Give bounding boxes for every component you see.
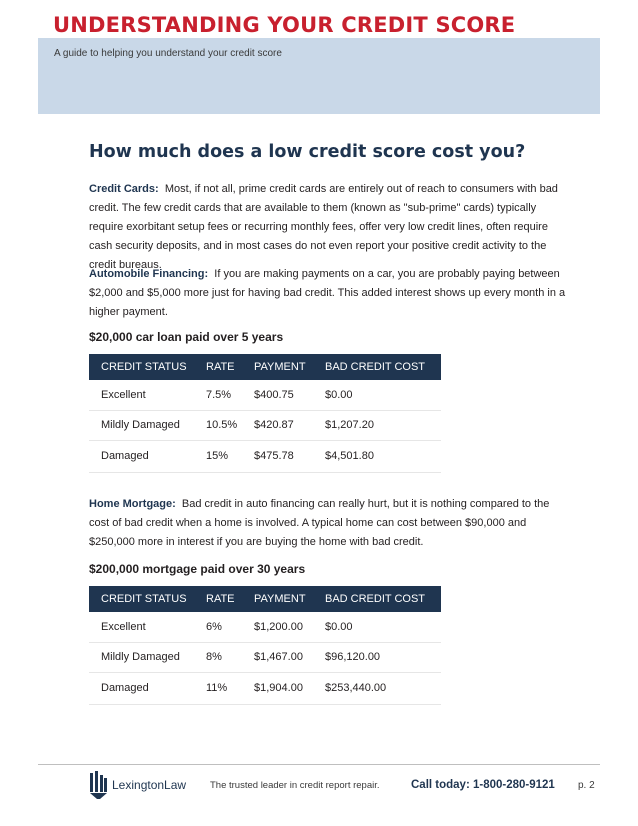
table-row xyxy=(89,410,441,440)
page-number: p. 2 xyxy=(578,780,595,791)
auto-financing-paragraph xyxy=(89,265,569,322)
home-mortgage-body: Bad credit in auto financing can really hurt, but it is nothing compared to the cost of bad credit when a home is involved. A typical home can cost between $90,000 and $250,000 more in interest if you are buying the home with bad credit. xyxy=(89,498,550,548)
header-bad-credit-cost: BAD CREDIT COST xyxy=(313,354,441,380)
mortgage-table-title: $200,000 mortgage paid over 30 years xyxy=(89,562,306,576)
header-credit-status: CREDIT STATUS xyxy=(89,586,194,612)
table-header-row xyxy=(89,586,441,612)
credit-cards-paragraph xyxy=(89,180,569,275)
home-mortgage-paragraph xyxy=(89,495,569,552)
cell-rate: 7.5% xyxy=(194,380,242,410)
table-row xyxy=(89,612,441,642)
cell-payment: $400.75 xyxy=(242,380,313,410)
table-row xyxy=(89,672,441,704)
table-row xyxy=(89,642,441,672)
header-rate: RATE xyxy=(194,586,242,612)
car-loan-table-title: $20,000 car loan paid over 5 years xyxy=(89,330,284,344)
document-subtitle: A guide to helping you understand your credit score xyxy=(54,48,282,59)
cell-payment: $1,467.00 xyxy=(242,642,313,672)
cell-rate: 8% xyxy=(194,642,242,672)
credit-cards-body: Most, if not all, prime credit cards are entirely out of reach to consumers with bad credit. The few credit cards that are available to them (known as "sub-prime" cards) typically require exorbitant setup fees or recurring monthly fees, offer very low credit lines, often require cash security deposits, and in most cases do not even report your positive credit activity to the credit bureaus. xyxy=(89,183,558,271)
cell-payment: $420.87 xyxy=(242,410,313,440)
cell-cost: $253,440.00 xyxy=(313,672,441,704)
cell-rate: 15% xyxy=(194,440,242,472)
cell-rate: 10.5% xyxy=(194,410,242,440)
document-title: UNDERSTANDING YOUR CREDIT SCORE xyxy=(53,13,516,37)
cell-cost: $1,207.20 xyxy=(313,410,441,440)
table-row xyxy=(89,440,441,472)
auto-financing-body: If you are making payments on a car, you are probably paying between $2,000 and $5,000 more just for having bad credit. This added interest shows up every month in a higher payment. xyxy=(89,268,566,318)
cell-status: Mildly Damaged xyxy=(89,642,194,672)
cell-cost: $4,501.80 xyxy=(313,440,441,472)
footer-divider xyxy=(38,764,600,765)
page-heading: How much does a low credit score cost you? xyxy=(89,142,526,162)
cell-cost: $0.00 xyxy=(313,380,441,410)
cell-payment: $1,904.00 xyxy=(242,672,313,704)
header-payment: PAYMENT xyxy=(242,586,313,612)
cell-cost: $96,120.00 xyxy=(313,642,441,672)
cell-payment: $1,200.00 xyxy=(242,612,313,642)
header-payment: PAYMENT xyxy=(242,354,313,380)
auto-financing-lead: Automobile Financing: xyxy=(89,268,209,280)
table-row xyxy=(89,380,441,410)
home-mortgage-lead: Home Mortgage: xyxy=(89,498,176,510)
lexington-law-logo xyxy=(90,771,220,799)
cell-status: Excellent xyxy=(89,380,194,410)
footer-tagline: The trusted leader in credit report repair. xyxy=(210,780,380,791)
credit-cards-lead: Credit Cards: xyxy=(89,183,159,195)
cell-status: Mildly Damaged xyxy=(89,410,194,440)
logo-text: LexingtonLaw xyxy=(112,778,187,792)
lexington-law-columns-icon xyxy=(90,771,107,799)
cell-status: Excellent xyxy=(89,612,194,642)
mortgage-table xyxy=(89,586,441,705)
cell-rate: 11% xyxy=(194,672,242,704)
cell-payment: $475.78 xyxy=(242,440,313,472)
header-bad-credit-cost: BAD CREDIT COST xyxy=(313,586,441,612)
table-header-row xyxy=(89,354,441,380)
cell-cost: $0.00 xyxy=(313,612,441,642)
cell-rate: 6% xyxy=(194,612,242,642)
car-loan-table xyxy=(89,354,441,473)
header-credit-status: CREDIT STATUS xyxy=(89,354,194,380)
cell-status: Damaged xyxy=(89,672,194,704)
header-rate: RATE xyxy=(194,354,242,380)
call-today-phone[interactable]: Call today: 1-800-280-9121 xyxy=(411,779,555,791)
cell-status: Damaged xyxy=(89,440,194,472)
